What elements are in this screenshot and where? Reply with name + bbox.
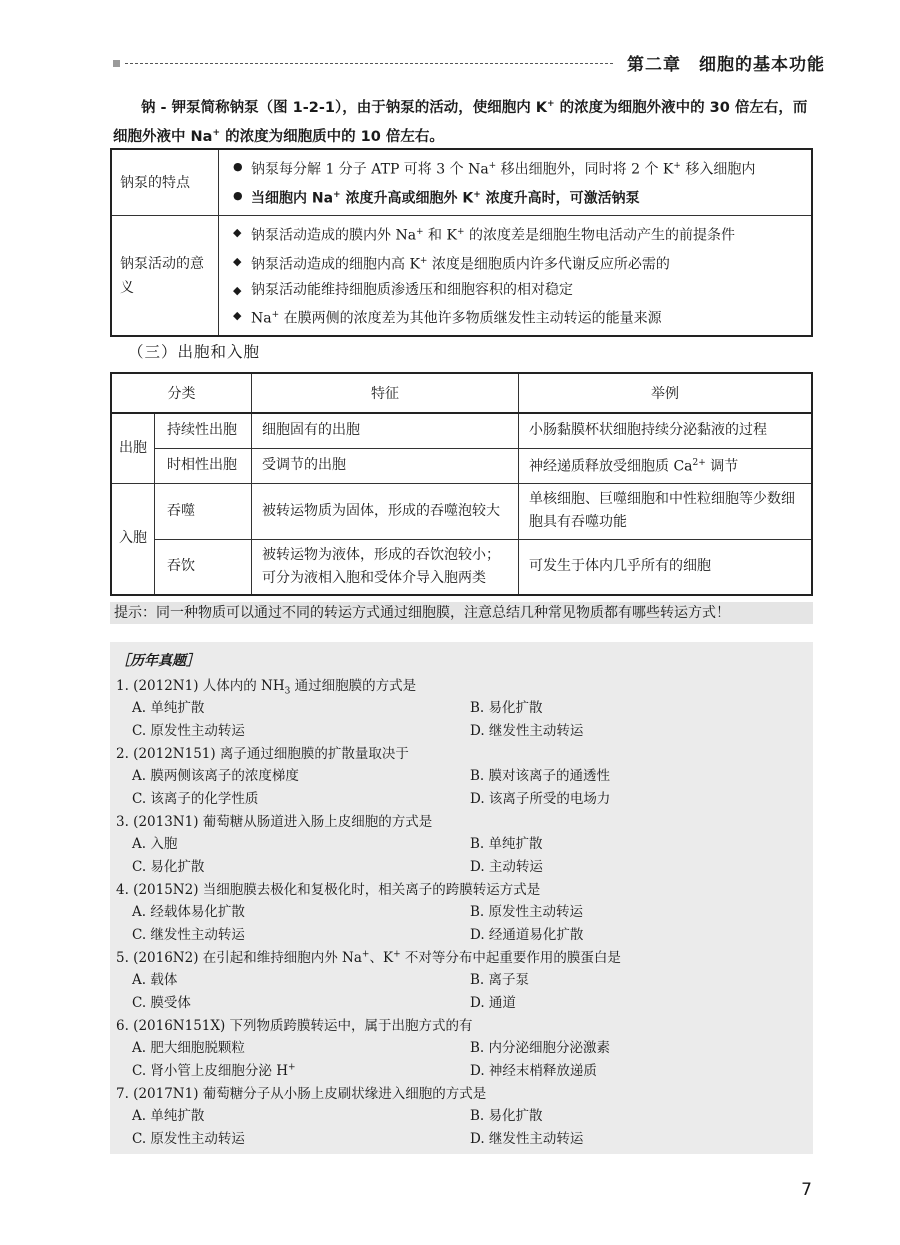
option-c: C. 原发性主动转运 bbox=[132, 1131, 245, 1147]
option-d: D. 主动转运 bbox=[470, 859, 543, 875]
feature-cell: 被转运物为液体，形成的吞饮泡较小；可分为液相入胞和受体介导入胞两类 bbox=[252, 539, 519, 595]
type-cell: 时相性出胞 bbox=[155, 448, 252, 483]
intro-text-3: 的浓度为细胞质中的 10 倍左右。 bbox=[220, 128, 444, 145]
header-row bbox=[111, 373, 812, 413]
question-stem: 3. (2013N1) 葡萄糖从肠道进入肠上皮细胞的方式是 bbox=[116, 814, 433, 830]
option-b: B. 离子泵 bbox=[470, 972, 530, 988]
example-cell: 单核细胞、巨噬细胞和中性粒细胞等少数细胞具有吞噬功能 bbox=[519, 483, 813, 539]
feature-list bbox=[233, 154, 799, 211]
group-label: 入胞 bbox=[111, 483, 155, 595]
option-d: D. 继发性主动转运 bbox=[470, 1131, 584, 1147]
option-b: B. 易化扩散 bbox=[470, 700, 543, 716]
option-c: C. 肾小管上皮细胞分泌 H+ bbox=[132, 1062, 296, 1079]
option-c: C. 该离子的化学性质 bbox=[132, 791, 259, 807]
type-cell: 持续性出胞 bbox=[155, 413, 252, 448]
feature-cell: 细胞固有的出胞 bbox=[252, 413, 519, 448]
column-header: 分类 bbox=[111, 373, 252, 413]
list-item: ◆ 钠泵活动造成的细胞内高 K+ 浓度是细胞质内许多代谢反应所必需的 bbox=[233, 249, 799, 278]
table-row bbox=[111, 448, 812, 483]
example-cell: 可发生于体内几乎所有的细胞 bbox=[519, 539, 813, 595]
row-label: 钠泵的特点 bbox=[111, 149, 219, 216]
option-a: A. 肥大细胞脱颗粒 bbox=[132, 1040, 245, 1056]
option-d: D. 经通道易化扩散 bbox=[470, 927, 584, 943]
bullet-diamond-icon: ◆ bbox=[233, 226, 242, 240]
example-cell: 神经递质释放受细胞质 $Ca^{2+}$ 调节 bbox=[519, 448, 813, 483]
bullet-dot-icon: ● bbox=[233, 188, 243, 202]
intro-paragraph: 钠 - 钾泵简称钠泵（图 1-2-1），由于钠泵的活动，使细胞内 K+ 的浓度为细胞外液中的 30 倍左右，而细胞外液中 Na+ 的浓度为细胞质中的 10 倍左右。 bbox=[113, 99, 808, 145]
row-label: 钠泵活动的意义 bbox=[111, 216, 219, 336]
option-c: C. 原发性主动转运 bbox=[132, 723, 245, 739]
bullet-diamond-icon: ◆ bbox=[233, 283, 242, 297]
running-header bbox=[113, 50, 825, 78]
option-a: A. 单纯扩散 bbox=[132, 700, 205, 716]
table-row bbox=[111, 216, 812, 336]
option-c: C. 易化扩散 bbox=[132, 859, 205, 875]
question-stem: 7. (2017N1) 葡萄糖分子从小肠上皮刷状缘进入细胞的方式是 bbox=[116, 1086, 487, 1102]
section-subheading: （三）出胞和入胞 bbox=[128, 343, 261, 361]
tip-bar: 提示：同一种物质可以通过不同的转运方式通过细胞膜，注意总结几种常见物质都有哪些转运方式！ bbox=[110, 602, 813, 624]
option-a: A. 入胞 bbox=[132, 836, 178, 852]
list-item: ● 钠泵每分解 1 分子 ATP 可将 3 个 Na+ 移出细胞外，同时将 2 个 K+ 移入细胞内 bbox=[233, 154, 799, 183]
type-cell: 吞饮 bbox=[155, 539, 252, 595]
question-stem: 2. (2012N151) 离子通过细胞膜的扩散量取决于 bbox=[116, 746, 409, 762]
exo-endocytosis-table bbox=[110, 372, 813, 596]
option-b: B. 内分泌细胞分泌激素 bbox=[470, 1040, 611, 1056]
list-item: ◆ Na+ 在膜两侧的浓度差为其他许多物质继发性主动转运的能量来源 bbox=[233, 303, 799, 332]
option-a: A. 经载体易化扩散 bbox=[132, 904, 245, 920]
option-a: A. 载体 bbox=[132, 972, 178, 988]
column-header: 特征 bbox=[252, 373, 519, 413]
header-dashed-rule bbox=[125, 63, 613, 64]
option-b: B. 原发性主动转运 bbox=[470, 904, 584, 920]
option-a: A. 膜两侧该离子的浓度梯度 bbox=[132, 768, 299, 784]
bullet-diamond-icon: ◆ bbox=[233, 254, 242, 268]
feature-cell: 受调节的出胞 bbox=[252, 448, 519, 483]
option-d: D. 继发性主动转运 bbox=[470, 723, 584, 739]
bullet-diamond-icon: ◆ bbox=[233, 308, 242, 322]
option-c: C. 继发性主动转运 bbox=[132, 927, 245, 943]
option-d: D. 该离子所受的电场力 bbox=[470, 791, 611, 807]
question-stem: 5. (2016N2) 在引起和维持细胞内外 Na+、K+ 不对等分布中起重要作用的膜蛋白是 bbox=[116, 949, 621, 966]
table-row bbox=[111, 149, 812, 216]
feature-cell: 被转运物质为固体，形成的吞噬泡较大 bbox=[252, 483, 519, 539]
page-number: 7 bbox=[801, 1180, 812, 1200]
option-b: B. 单纯扩散 bbox=[470, 836, 543, 852]
significance-list bbox=[233, 220, 799, 331]
table-row bbox=[111, 413, 812, 448]
chapter-title: 第二章 细胞的基本功能 bbox=[627, 55, 825, 75]
sodium-pump-table bbox=[110, 148, 813, 337]
option-b: B. 易化扩散 bbox=[470, 1108, 543, 1124]
intro-text-1: 钠 - 钾泵简称钠泵（图 1-2-1），由于钠泵的活动，使细胞内 K bbox=[141, 99, 547, 116]
option-d: D. 通道 bbox=[470, 995, 516, 1011]
exam-heading: ［历年真题］ bbox=[116, 653, 200, 669]
group-label: 出胞 bbox=[111, 413, 155, 483]
option-a: A. 单纯扩散 bbox=[132, 1108, 205, 1124]
list-item: ◆ 钠泵活动能维持细胞质渗透压和细胞容积的相对稳定 bbox=[233, 278, 799, 303]
list-item: ◆ 钠泵活动造成的膜内外 Na+ 和 K+ 的浓度差是细胞生物电活动产生的前提条件 bbox=[233, 220, 799, 249]
question-stem: 6. (2016N151X) 下列物质跨膜转运中，属于出胞方式的有 bbox=[116, 1018, 473, 1034]
example-cell: 小肠黏膜杯状细胞持续分泌黏液的过程 bbox=[519, 413, 813, 448]
past-exam-box bbox=[110, 642, 813, 1154]
option-d: D. 神经末梢释放递质 bbox=[470, 1063, 597, 1079]
column-header: 举例 bbox=[519, 373, 813, 413]
list-item: ● 当细胞内 Na+ 浓度升高或细胞外 K+ 浓度升高时，可激活钠泵 bbox=[233, 183, 799, 212]
intro-text-2: 的浓度为细胞外液中的 30 倍左右，而细胞外液中 Na bbox=[113, 99, 808, 145]
header-square-icon bbox=[113, 60, 120, 67]
question-stem: 1. (2012N1) 人体内的 $NH_3$ 通过细胞膜的方式是 bbox=[116, 678, 417, 697]
type-cell: 吞噬 bbox=[155, 483, 252, 539]
bullet-dot-icon: ● bbox=[233, 160, 243, 173]
option-c: C. 膜受体 bbox=[132, 995, 191, 1011]
option-b: B. 膜对该离子的通透性 bbox=[470, 768, 611, 784]
question-stem: 4. (2015N2) 当细胞膜去极化和复极化时，相关离子的跨膜转运方式是 bbox=[116, 882, 541, 898]
table-row bbox=[111, 539, 812, 595]
table-row bbox=[111, 483, 812, 539]
